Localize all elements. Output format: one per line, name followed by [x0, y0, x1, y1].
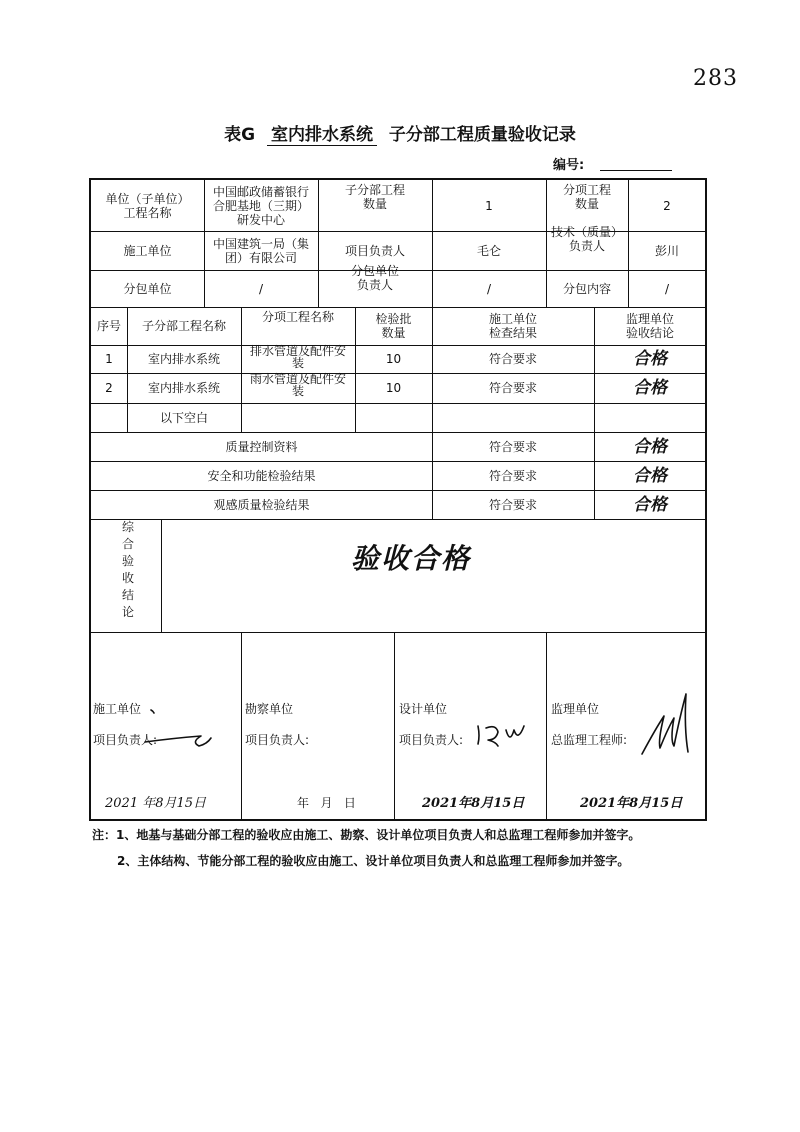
- row2-result: 符合要求: [488, 381, 537, 395]
- col-header-subdiv: 子分部工程名称: [141, 319, 226, 333]
- page-title: [0, 120, 800, 145]
- item-count-value: 2: [663, 198, 671, 213]
- tech-lead-label: 技术（质量） 负责人: [550, 225, 623, 253]
- check-appearance-label: 观感质量检验结果: [213, 497, 310, 512]
- subcontractor-value: /: [258, 281, 264, 296]
- tech-lead-value: 彭川: [654, 243, 679, 258]
- row1-result: 符合要求: [488, 352, 537, 366]
- row2-count: 10: [385, 381, 402, 395]
- check-quality-docs-result: 符合要求: [488, 439, 537, 454]
- contractor-label: 施工单位: [123, 243, 172, 258]
- row1-count: 10: [385, 352, 402, 366]
- unit-name-label: 单位（子单位） 工程名称: [105, 191, 190, 220]
- summary-conclusion: 验收合格: [351, 542, 472, 575]
- item-count-label: 分项工程 数量: [562, 183, 611, 211]
- signature-block-supervision: [546, 632, 706, 821]
- sig-design-role: 项目负责人:: [399, 733, 464, 747]
- row3-blank-note: 以下空白: [159, 410, 208, 425]
- sig-supervision-date: 2021年8月15日: [580, 796, 683, 811]
- row1-no: 1: [105, 352, 113, 366]
- signature-block-design: [394, 632, 546, 821]
- sig-supervision-unit: 监理单位: [551, 702, 600, 716]
- sig-design-unit: 设计单位: [399, 702, 448, 716]
- signature-block-survey: [241, 632, 394, 821]
- sig-survey-date: 年 月 日: [297, 796, 356, 810]
- col-header-no: 序号: [96, 319, 121, 333]
- title-suffix: 子分部工程质量验收记录: [388, 125, 576, 145]
- title-subsystem: 室内排水系统: [267, 125, 377, 146]
- sig-design-date: 2021年8月15日: [422, 796, 525, 811]
- signature-block-contractor: [91, 632, 241, 821]
- row2-subdiv: 室内排水系统: [147, 381, 220, 395]
- design-signature: [474, 720, 530, 750]
- col-header-count: 检验批 数量: [375, 312, 412, 340]
- check-quality-docs-label: 质量控制资料: [225, 439, 298, 454]
- sub-pm-value: /: [486, 281, 492, 296]
- sub-content-value: /: [664, 281, 670, 296]
- sub-pm-label: 分包单位 负责人: [350, 264, 399, 292]
- supervision-signature: [638, 692, 702, 772]
- title-prefix: 表G: [224, 125, 256, 145]
- pm-value: 毛仑: [476, 243, 501, 258]
- contractor-value: 中国建筑一局（集 团）有限公司: [212, 236, 309, 265]
- subdiv-count-value: 1: [485, 198, 493, 213]
- serial-field: [600, 170, 672, 171]
- page-number: 283: [693, 66, 738, 91]
- col-header-conclusion: 监理单位 验收结论: [625, 312, 674, 340]
- sig-survey-unit: 勘察单位: [245, 702, 294, 716]
- check-safety-label: 安全和功能检验结果: [207, 468, 316, 483]
- pm-label: 项目负责人: [344, 243, 405, 258]
- check-appearance-conclusion: 合格: [633, 494, 667, 515]
- note-1: 注：1、地基与基础分部工程的验收应由施工、勘察、设计单位项目负责人和总监理工程师参加并签字。: [92, 828, 641, 842]
- sig-contractor-unit: 施工单位: [93, 702, 142, 716]
- row2-conclusion: 合格: [633, 378, 667, 398]
- note-2: 2、主体结构、节能分部工程的验收应由施工、设计单位项目负责人和总监理工程师参加并签字。: [117, 854, 630, 868]
- row2-no: 2: [105, 381, 113, 395]
- check-appearance-result: 符合要求: [488, 497, 537, 512]
- sig-contractor-date: 2021 年8月15日: [105, 796, 207, 811]
- row1-subdiv: 室内排水系统: [147, 352, 220, 366]
- check-safety-conclusion: 合格: [633, 465, 667, 486]
- sub-content-label: 分包内容: [562, 281, 611, 296]
- row2-item: 雨水管道及配件安 装: [249, 372, 346, 398]
- row1-conclusion: 合格: [633, 349, 667, 369]
- serial-label: 编号:: [553, 158, 585, 173]
- sig-supervision-role: 总监理工程师:: [551, 733, 628, 747]
- col-header-result: 施工单位 检查结果: [488, 312, 537, 340]
- col-header-item: 分项工程名称: [261, 310, 334, 324]
- sig-survey-role: 项目负责人:: [245, 733, 310, 747]
- acceptance-form-table: [89, 178, 707, 821]
- check-quality-docs-conclusion: 合格: [633, 436, 667, 457]
- check-safety-result: 符合要求: [488, 468, 537, 483]
- subdiv-count-label: 子分部工程 数量: [344, 183, 405, 211]
- unit-name-value: 中国邮政储蓄银行 合肥基地（三期） 研发中心: [212, 184, 309, 227]
- subcontractor-label: 分包单位: [123, 281, 172, 296]
- summary-label: 综 合 验 收 结 论: [121, 520, 134, 619]
- contractor-signature: [139, 708, 219, 754]
- row1-item: 排水管道及配件安 装: [249, 344, 346, 370]
- sig-contractor-role: 项目负责人:: [93, 733, 158, 747]
